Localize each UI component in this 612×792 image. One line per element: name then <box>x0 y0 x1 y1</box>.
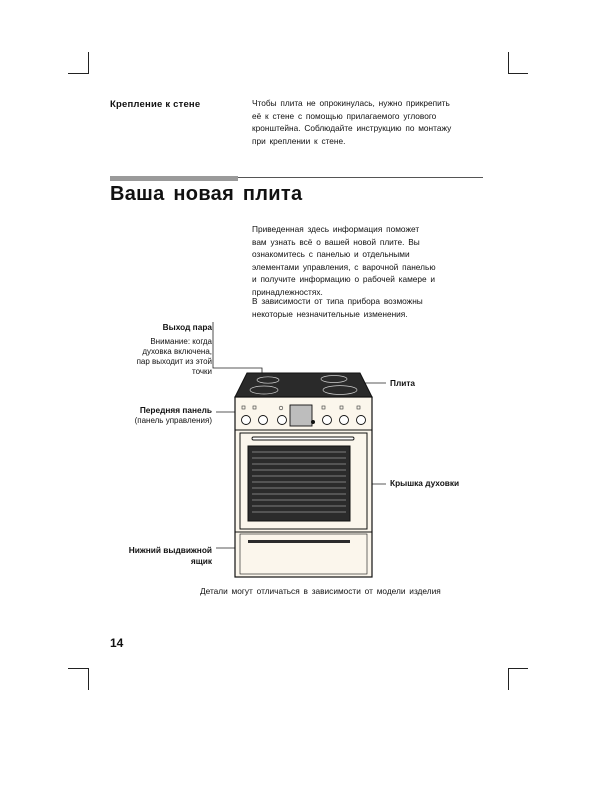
intro-line: ознакомитесь с панелью и отдельными <box>252 249 410 260</box>
intro-line: вам узнать всё о вашей новой плите. Вы <box>252 236 420 247</box>
intro-line: принадлежностях. <box>252 286 323 297</box>
hob-label: Плита <box>390 378 416 388</box>
intro-line: элементами управления, с варочной панелью <box>252 261 436 272</box>
display-button <box>311 420 315 424</box>
front-panel-label: Передняя панель <box>139 405 212 415</box>
steam-outlet-label: Выход пара <box>162 322 212 332</box>
oven-window <box>248 446 350 521</box>
oven-door-label: Крышка духовки <box>390 478 460 488</box>
section-title: Ваша новая плита <box>110 183 303 205</box>
page-number: 14 <box>110 636 124 650</box>
intro-line: и получите информацию о рабочей камере и <box>252 274 436 285</box>
variation-line: некоторые незначительные изменения. <box>252 308 408 319</box>
mounting-line: её к стене с помощью прилагаемого углового <box>252 110 437 121</box>
drawer-line: Нижний выдвижной <box>128 545 212 555</box>
control-knob <box>259 416 268 425</box>
mounting-line: при креплении к стене. <box>252 135 346 146</box>
front-panel-note: (панель управления) <box>134 416 212 425</box>
variation-line: В зависимости от типа прибора возможны <box>252 296 423 306</box>
mounting-line: Чтобы плита не опрокинулась, нужно прикрепить <box>252 98 450 108</box>
oven-door-handle <box>252 437 354 440</box>
steam-note-line: пар выходит из этой <box>136 357 212 366</box>
drawer-handle <box>248 540 350 543</box>
steam-note-line: духовка включена, <box>142 347 212 356</box>
control-knob <box>278 416 287 425</box>
steam-leader-line <box>213 322 262 374</box>
intro-line: Приведенная здесь информация поможет <box>252 224 420 234</box>
drawer-line: ящик <box>190 556 212 566</box>
control-knob <box>323 416 332 425</box>
timer-display <box>290 405 312 426</box>
mounting-heading: Крепление к стене <box>110 99 201 110</box>
control-knob <box>340 416 349 425</box>
diagram-caption: Детали могут отличаться в зависимости от модели изделия <box>200 586 441 596</box>
mounting-line: кронштейна. Соблюдайте инструкцию по монтажу <box>252 123 452 134</box>
steam-note-line: точки <box>192 367 212 376</box>
control-knob <box>357 416 366 425</box>
control-knob <box>242 416 251 425</box>
steam-note-line: Внимание: когда <box>150 337 212 346</box>
